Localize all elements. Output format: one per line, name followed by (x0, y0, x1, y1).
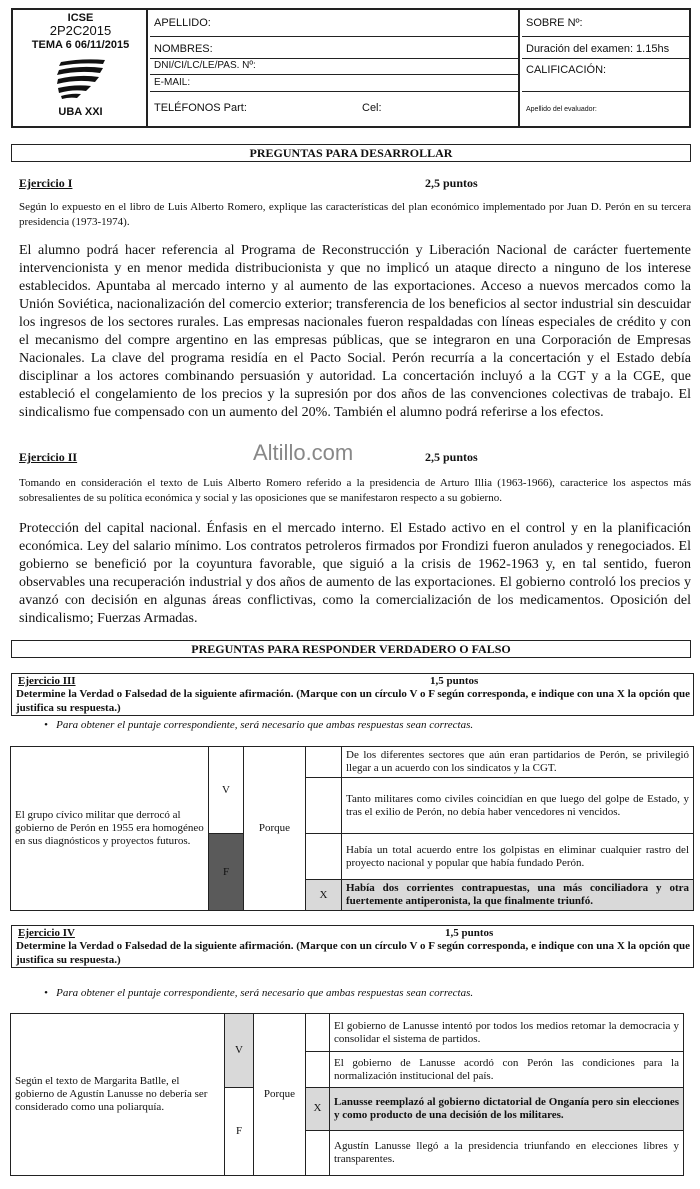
ej4-points: 1,5 puntos (445, 927, 494, 939)
ej3-mark-1[interactable] (306, 747, 342, 778)
ej3-table (10, 746, 694, 911)
email-field[interactable]: E-MAIL: (150, 75, 518, 92)
uba-logo-icon (53, 56, 109, 100)
ej1-answer: El alumno podrá hacer referencia al Programa de Reconstrucción y Liberación Nacional de carácter fuertemente intervencionista y en menor medida distribucionista y que no implicó un ataque directo a ninguno de los interese establecidos. Apuntaba al mercado interno y al aumento de las exportaciones. Acceso a nuevos mercados como la Unión Soviética, nacionalización del comercio exterior; transferencia de los beneficios al sector industrial sin descuidar los ingresos de los sectores rurales. Las empresas nacionales fueron respaldadas con líneas especiales de crédito y con el mecanismo del compre argentino en las empresas públicas, que se integraron en una Corporación de Empresas Nacionales. La clave del programa residía en el Pacto Social. Perón recurría a la concertación y el Estado debía disciplinar a los actores combinando persuasión y autoridad. La concertación incluyó a la CGT y a la CGE, que estableció el congelamiento de los precios y la supresión por dos años de las convenciones colectivas de trabajo. El sindicalismo fue compensado con un aumento del 20%. También el alumno podrá referirse a los efectos. (19, 243, 691, 420)
cel-label: Cel: (362, 102, 382, 114)
nombres-field[interactable]: NOMBRES: (150, 37, 518, 59)
ej3-mark-2[interactable] (306, 778, 342, 834)
section-title-vf: PREGUNTAS PARA RESPONDER VERDADERO O FALSO (11, 640, 691, 658)
ej2-answer: Protección del capital nacional. Énfasis en el mercado interno. El Estado activo en el control y en la planificación económica. Ley del salario mínimo. Los contratos petroleros firmados por Frondizi fueron anulados y renegociados. El gobierno se benefició por la coyuntura favorable, que siguió a la crisis de 1962-1963 y, en tal sentido, fueron observables una recuperación industrial y dos años de aumento de las exportaciones. El gobierno controló los precios y avanzó con decisión en algunas áreas conflictivas, como la comercialización de los medicamentos. Oposición del sindicalismo; Fuerzas Armadas. (19, 521, 691, 626)
ej3-instruction: Determine la Verdad o Falsedad de la siguiente afirmación. (Marque con un círculo V o F según corresponda, e indique con una X la opción que justifica su respuesta.) (16, 688, 690, 714)
ej2-title: Ejercicio II (19, 450, 78, 464)
ej4-mark-4[interactable] (306, 1130, 330, 1175)
ej4-mark-3[interactable]: X (306, 1088, 330, 1131)
ej3-option-3: Había un total acuerdo entre los golpistas en eliminar cualquier rastro del proyecto nacional y popular que había fundado Perón. (342, 834, 694, 880)
calificacion-field[interactable]: CALIFICACIÓN: (522, 59, 689, 92)
ej4-option-4: Agustín Lanusse llegó a la presidencia triunfando en elecciones libres y transparentes. (330, 1130, 684, 1175)
ej4-bullet-text: Para obtener el puntaje correspondiente, será necesario que ambas respuestas sean correctas. (56, 987, 474, 999)
ej4-title: Ejercicio IV (18, 927, 75, 939)
apellido-field[interactable]: APELLIDO: (150, 10, 518, 37)
student-fields (150, 10, 520, 126)
evaluador-field[interactable]: Apellido del evaluador: (526, 106, 597, 113)
section-title-desarrollar: PREGUNTAS PARA DESARROLLAR (11, 144, 691, 162)
ej2-question: Tomando en consideración el texto de Luis Alberto Romero referido a la presidencia de Arturo Illia (1963-1966), caracterice los aspectos más sobresalientes de su política económica y social y las oposiciones que se manifestaron respecto a su gobierno. (19, 477, 691, 504)
ej2-points: 2,5 puntos (425, 450, 478, 464)
telefonos-label: TELÉFONOS Part: (154, 102, 247, 114)
ej3-v-option[interactable]: V (209, 747, 244, 834)
header-logo-block (13, 10, 148, 126)
ej4-f-option[interactable]: F (225, 1088, 254, 1176)
ej3-mark-3[interactable] (306, 834, 342, 880)
ej4-v-option[interactable]: V (225, 1014, 254, 1088)
watermark: Altillo.com (253, 440, 354, 465)
ej4-option-1: El gobierno de Lanusse intentó por todos los medios retomar la democracia y consolidar el sistema de partidos. (330, 1014, 684, 1052)
sobre-field[interactable]: SOBRE Nº: (522, 10, 689, 37)
ej3-option-2: Tanto militares como civiles coincidían en que luego del golpe de Estado, y tras el exilio de Perón, no debía haber vencedores ni vencidos. (342, 778, 694, 834)
ej4-statement: Según el texto de Margarita Batlle, el gobierno de Agustín Lanusse no debería ser considerado como una poliarquía. (11, 1014, 225, 1176)
ej3-mark-4[interactable]: X (306, 880, 342, 911)
ej1-title: Ejercicio I (19, 176, 73, 190)
ej4-option-2: El gobierno de Lanusse acordó con Perón las condiciones para la normalización institucional del país. (330, 1052, 684, 1088)
ej3-option-1: De los diferentes sectores que aún eran partidarios de Perón, se privilegió llegar a un acuerdo con los sindicatos y la CGT. (342, 747, 694, 778)
ej4-instruction-box (11, 925, 694, 968)
ej3-porque: Porque (244, 747, 306, 911)
telefonos-field[interactable] (150, 92, 518, 126)
ej4-option-3: Lanusse reemplazó al gobierno dictatorial de Onganía pero sin elecciones y como producto de una decisión de los militares. (330, 1088, 684, 1131)
ej3-statement: El grupo cívico militar que derrocó al gobierno de Perón en 1955 era homogéneo en sus diagnósticos y proyectos futuros. (11, 747, 209, 911)
duracion-label: Duración del examen: 1.15hs (522, 37, 689, 59)
ej4-bullet: • Para obtener el puntaje correspondiente, será necesario que ambas respuestas sean correctas. (44, 987, 474, 999)
ej1-points: 2,5 puntos (425, 176, 478, 190)
ej3-bullet: • Para obtener el puntaje correspondiente, será necesario que ambas respuestas sean correctas. (44, 719, 474, 731)
ej4-mark-1[interactable] (306, 1014, 330, 1052)
ej1-question: Según lo expuesto en el libro de Luis Alberto Romero, explique las características del plan económico implementado por Juan D. Perón en su tercera presidencia (1973-1974). (19, 201, 691, 228)
ej3-option-4: Había dos corrientes contrapuestas, una más conciliadora y otra fuertemente antiperonista, la que finalmente triunfó. (342, 880, 694, 911)
ej3-f-option[interactable]: F (209, 834, 244, 911)
ej4-porque: Porque (254, 1014, 306, 1176)
ej3-title: Ejercicio III (18, 675, 76, 687)
ej4-table (10, 1013, 684, 1176)
exam-info-fields (522, 10, 689, 126)
course-label: ICSE (67, 12, 94, 24)
ej3-instruction-box (11, 673, 694, 716)
ej4-instruction: Determine la Verdad o Falsedad de la siguiente afirmación. (Marque con un círculo V o F según corresponda, e indique con una X la opción que justifica su respuesta.) (16, 940, 690, 966)
tema-label: TEMA 6 06/11/2015 (31, 39, 130, 51)
exam-header (11, 8, 691, 128)
ej4-mark-2[interactable] (306, 1052, 330, 1088)
logo-text: UBA XXI (58, 106, 103, 118)
ej3-points: 1,5 puntos (430, 675, 479, 687)
course-code: 2P2C2015 (49, 23, 112, 38)
dni-field[interactable]: DNI/CI/LC/LE/PAS. Nº: (150, 59, 518, 75)
ej3-bullet-text: Para obtener el puntaje correspondiente, será necesario que ambas respuestas sean correctas. (56, 719, 474, 731)
